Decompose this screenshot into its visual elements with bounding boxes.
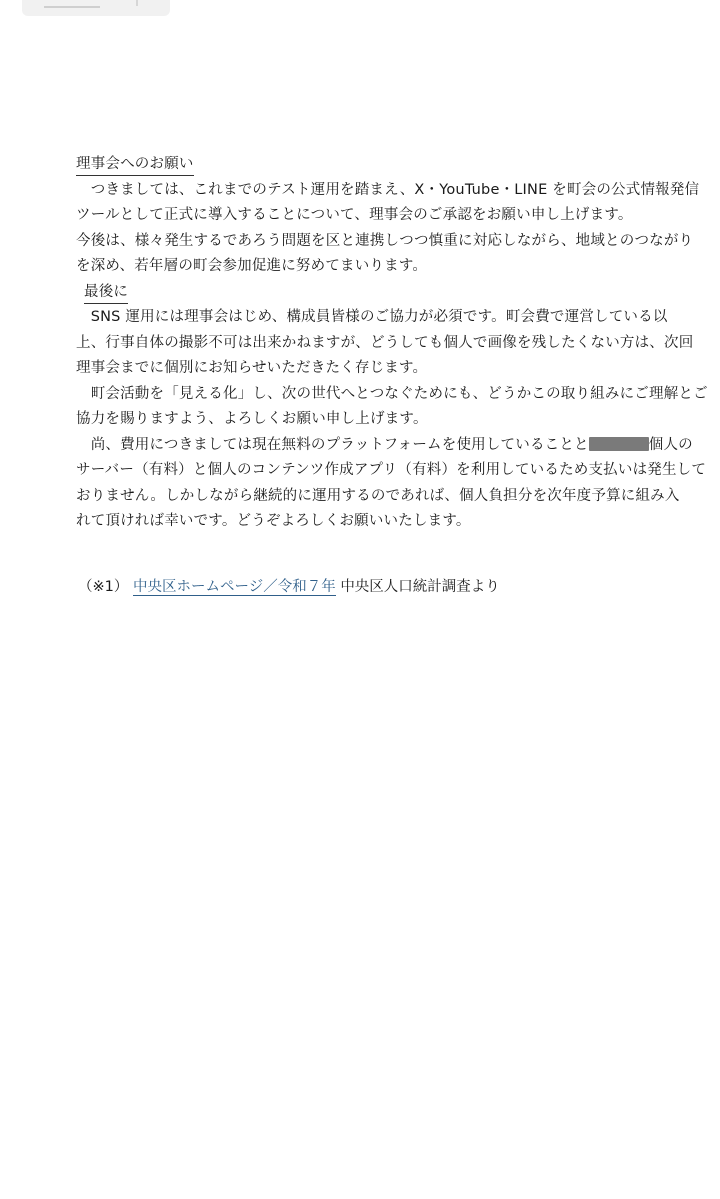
text-line: を深め、若年層の町会参加促進に努めてまいります。 (76, 258, 428, 274)
text-line: サーバー（有料）と個人のコンテンツ作成アプリ（有料）を利用しているため支払いは発生して (76, 462, 707, 478)
footnote-source-text: 中央区人口統計調査より (340, 579, 500, 595)
paragraph-costs (76, 433, 707, 535)
paragraph-approval-request (76, 178, 700, 229)
text-segment: 個人の (648, 436, 693, 453)
text-line: れて頂ければ幸いです。どうぞよろしくお願いいたします。 (76, 513, 471, 529)
tab-separator (136, 0, 138, 6)
paragraph-sns-cooperation (76, 305, 700, 382)
text-line: ツールとして正式に導入することについて、理事会のご承認をお願い申し上げます。 (76, 207, 633, 223)
paragraph-future-plan (76, 229, 700, 280)
top-toolbar-tab (22, 0, 170, 16)
section-heading-request: 理事会へのお願い (76, 153, 194, 176)
text-line: つきましては、これまでのテスト運用を踏まえ、X・YouTube・LINE を町会の公式情報発信 (76, 181, 700, 198)
redaction-box (589, 437, 649, 451)
paragraph-visualization (76, 382, 708, 433)
text-line: 町会活動を「見える化」し、次の世代へとつなぐためにも、どうかこの取り組みにご理解とご (76, 385, 708, 402)
text-line: 今後は、様々発生するであろう問題を区と連携しつつ慎重に対応しながら、地域とのつながり (76, 232, 694, 249)
text-line: 理事会までに個別にお知らせいただきたく存じます。 (76, 360, 428, 376)
footnote-link[interactable]: 中央区ホームページ／令和７年 (132, 579, 336, 595)
footnote-marker: （※1） (78, 579, 129, 595)
text-segment: 尚、費用につきましては現在無料のプラットフォームを使用していることと (76, 436, 589, 453)
tab-underline-mark (44, 0, 100, 8)
text-line: 協力を賜りますよう、よろしくお願い申し上げます。 (76, 411, 428, 427)
text-line: おりません。しかしながら継続的に運用するのであれば、個人負担分を次年度予算に組み入 (76, 487, 680, 504)
text-line-with-redaction (76, 433, 700, 459)
document-body (76, 152, 708, 535)
text-line: 上、行事自体の撮影不可は出来かねますが、どうしても個人で画像を残したくない方は、次回 (76, 334, 694, 351)
footnote (78, 576, 500, 598)
text-line: SNS 運用には理事会はじめ、構成員皆様のご協力が必須です。町会費で運営している以 (76, 309, 668, 325)
section-heading-closing: 最後に (84, 281, 128, 304)
